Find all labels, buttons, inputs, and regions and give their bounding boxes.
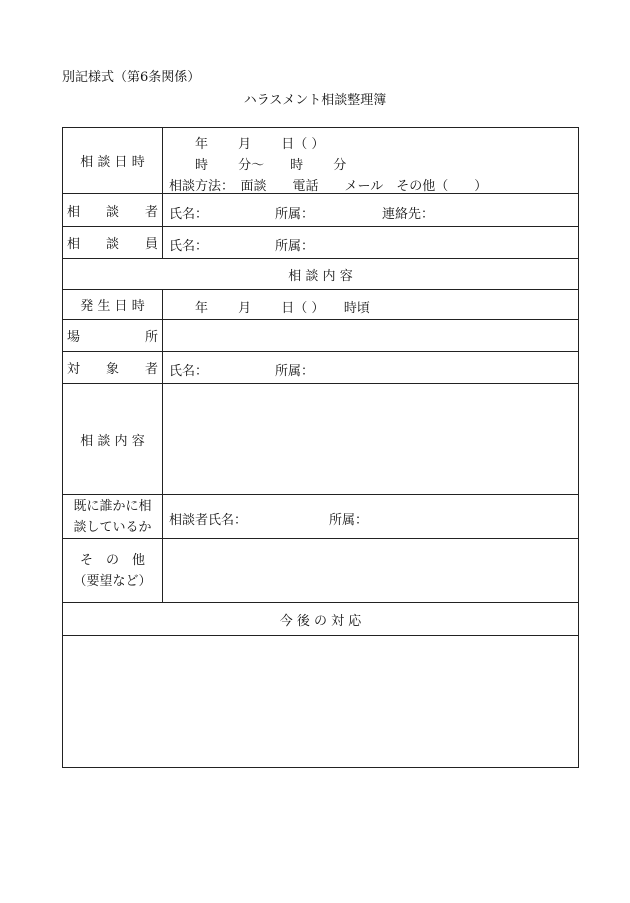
- occurrence-label: 発 生 日 時: [63, 290, 163, 319]
- target-field[interactable]: [163, 352, 578, 383]
- place-field[interactable]: [163, 320, 578, 351]
- occurrence-datetime-line: 年 月 日（ ） 時頃: [195, 301, 370, 316]
- occurrence-row: [63, 290, 578, 320]
- consult-datetime-label: 相 談 日 時: [63, 128, 163, 193]
- others-consulted-label: [63, 495, 163, 538]
- counselor-row: [63, 227, 578, 259]
- consult-time-line: 時 分～ 時 分: [195, 158, 347, 173]
- target-name-label: 氏名：: [169, 364, 209, 379]
- consultation-form-table: [62, 127, 579, 768]
- content-label: 相 談 内 容: [63, 384, 163, 494]
- others-consulted-dept-label: 所属：: [329, 513, 369, 528]
- occurrence-field[interactable]: [163, 290, 578, 319]
- others-consulted-row: [63, 495, 578, 539]
- others-consulted-name-label: 相談者氏名：: [169, 513, 248, 528]
- other-label-line1: そ の 他: [79, 552, 145, 568]
- consult-datetime-field[interactable]: [163, 128, 578, 193]
- counselor-field[interactable]: [163, 227, 578, 258]
- consultant-label: 相 談 者: [63, 194, 163, 226]
- counselor-name-label: 氏名：: [169, 239, 209, 254]
- other-label: [63, 539, 163, 602]
- place-row: [63, 320, 578, 352]
- content-field[interactable]: [163, 384, 578, 494]
- consult-datetime-row: [63, 128, 578, 194]
- counselor-label: 相 談 員: [63, 227, 163, 258]
- consult-content-section-row: [63, 259, 578, 290]
- consultant-row: [63, 194, 578, 227]
- future-response-field[interactable]: [63, 636, 578, 767]
- target-row: [63, 352, 578, 384]
- target-dept-label: 所属：: [275, 364, 315, 379]
- form-reference-note: 別記様式（第6条関係）: [62, 70, 201, 85]
- consult-method-line: 相談方法： 面談 電話 メール その他（ ）: [169, 179, 488, 194]
- content-row: [63, 384, 578, 495]
- consult-content-section-heading: 相 談 内 容: [288, 268, 353, 284]
- others-consulted-field[interactable]: [163, 495, 578, 538]
- counselor-dept-label: 所属：: [275, 239, 315, 254]
- target-label: 対 象 者: [63, 352, 163, 383]
- consult-date-line: 年 月 日（ ）: [195, 137, 325, 152]
- consultant-contact-label: 連絡先：: [382, 207, 435, 222]
- consultant-name-label: 氏名：: [169, 207, 209, 222]
- consultant-field[interactable]: [163, 194, 578, 226]
- other-row: [63, 539, 578, 603]
- future-response-section-heading: 今 後 の 対 応: [279, 613, 362, 629]
- others-consulted-label-line1: 既に誰かに相: [73, 498, 152, 514]
- consultant-dept-label: 所属：: [275, 207, 315, 222]
- others-consulted-label-line2: 談しているか: [73, 519, 152, 535]
- other-label-line2: （要望など）: [73, 573, 152, 589]
- other-field[interactable]: [163, 539, 578, 602]
- form-title: ハラスメント相談整理簿: [243, 93, 387, 108]
- future-response-section-row: [63, 603, 578, 636]
- place-label: 場 所: [63, 320, 163, 351]
